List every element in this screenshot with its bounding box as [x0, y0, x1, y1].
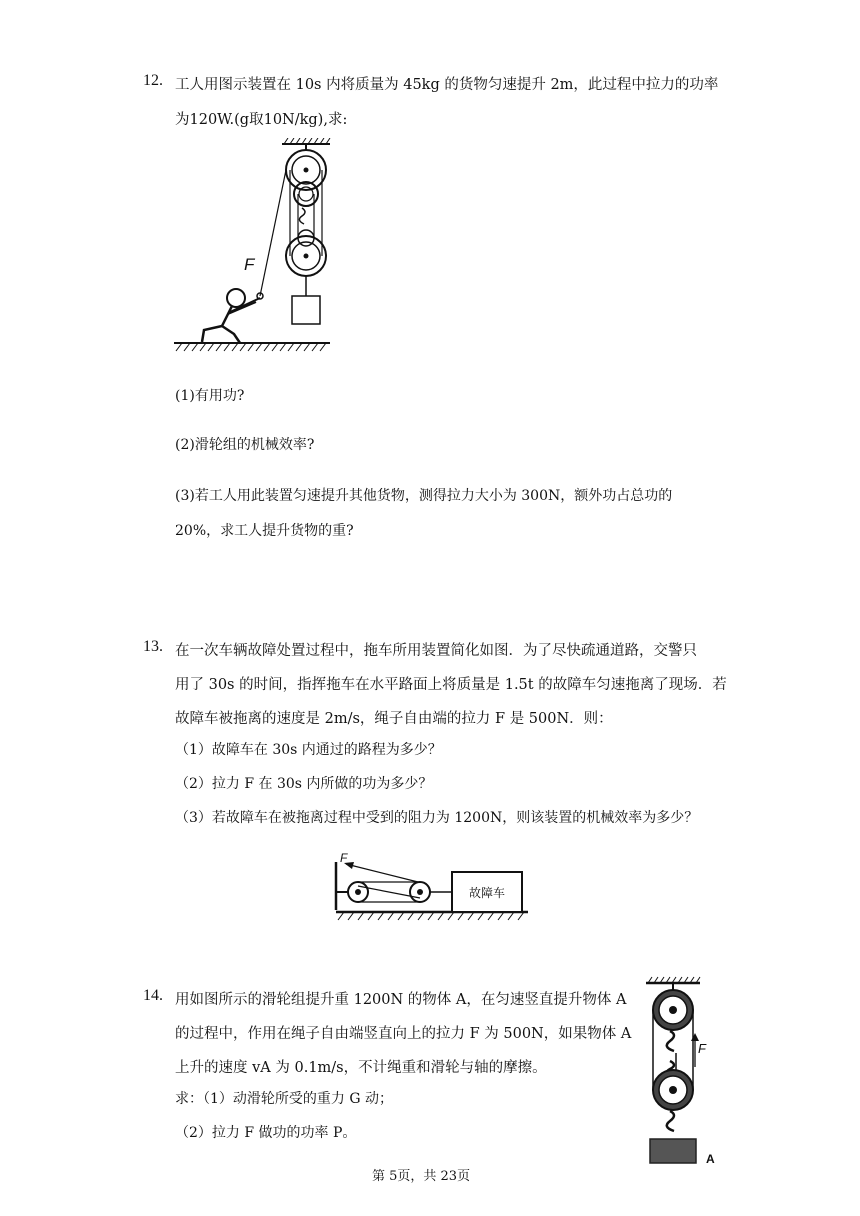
- question-number-14: 14.: [143, 987, 163, 1004]
- q13-subquestion-2: （2）拉力 F 在 30s 内所做的功为多少？: [175, 776, 433, 792]
- q14-subquestion-1: 求：（1）动滑轮所受的重力 G 动；: [175, 1091, 393, 1107]
- q13-text-line-2: 用了 30s 的时间，指挥拖车在水平路面上将质量是 1.5t 的故障车匀速拖离了现场．若: [175, 677, 727, 693]
- q13-car-label: 故障车: [468, 886, 506, 900]
- q13-subquestion-1: （1）故障车在 30s 内通过的路程为多少？: [175, 742, 442, 758]
- q14-force-label: F: [698, 1041, 706, 1056]
- q13-force-label: F: [340, 851, 348, 865]
- q13-subquestion-3: （3）若故障车在被拖离过程中受到的阻力为 1200N，则该装置的机械效率为多少？: [175, 810, 699, 826]
- page-footer: 第 5页，共 23页: [372, 1169, 471, 1184]
- q12-force-label: F: [244, 255, 255, 274]
- q14-text-line-3: 上升的速度 vA 为 0.1m/s，不计绳重和滑轮与轴的摩擦。: [175, 1060, 547, 1076]
- q13-tow-figure: [330, 850, 530, 926]
- q14-text-line-1: 用如图所示的滑轮组提升重 1200N 的物体 A，在匀速竖直提升物体 A: [175, 992, 627, 1008]
- q12-subquestion-3-line-2: 20%，求工人提升货物的重?: [175, 523, 354, 539]
- q14-weight-label: A: [706, 1152, 715, 1166]
- q12-text-line-2: 为120W.(g取10N/kg),求:: [175, 112, 348, 128]
- q12-subquestion-2: (2)滑轮组的机械效率?: [175, 437, 315, 453]
- q12-pulley-figure: [170, 138, 340, 353]
- q12-subquestion-3-line-1: (3)若工人用此装置匀速提升其他货物，测得拉力大小为 300N，额外功占总功的: [175, 488, 673, 504]
- q12-text-line-1: 工人用图示装置在 10s 内将质量为 45kg 的货物匀速提升 2m，此过程中拉力的功率: [175, 77, 719, 93]
- q14-subquestion-2: （2）拉力 F 做功的功率 P。: [175, 1125, 357, 1141]
- q14-pulley-figure: [640, 975, 725, 1167]
- question-number-13: 13.: [143, 638, 163, 655]
- q13-text-line-3: 故障车被拖离的速度是 2m/s，绳子自由端的拉力 F 是 500N．则：: [175, 711, 613, 727]
- q14-text-line-2: 的过程中，作用在绳子自由端竖直向上的拉力 F 为 500N，如果物体 A: [175, 1026, 632, 1042]
- question-number-12: 12.: [143, 72, 163, 89]
- q12-subquestion-1: (1)有用功?: [175, 388, 245, 404]
- q13-text-line-1: 在一次车辆故障处置过程中，拖车所用装置简化如图．为了尽快疏通道路，交警只: [175, 643, 697, 659]
